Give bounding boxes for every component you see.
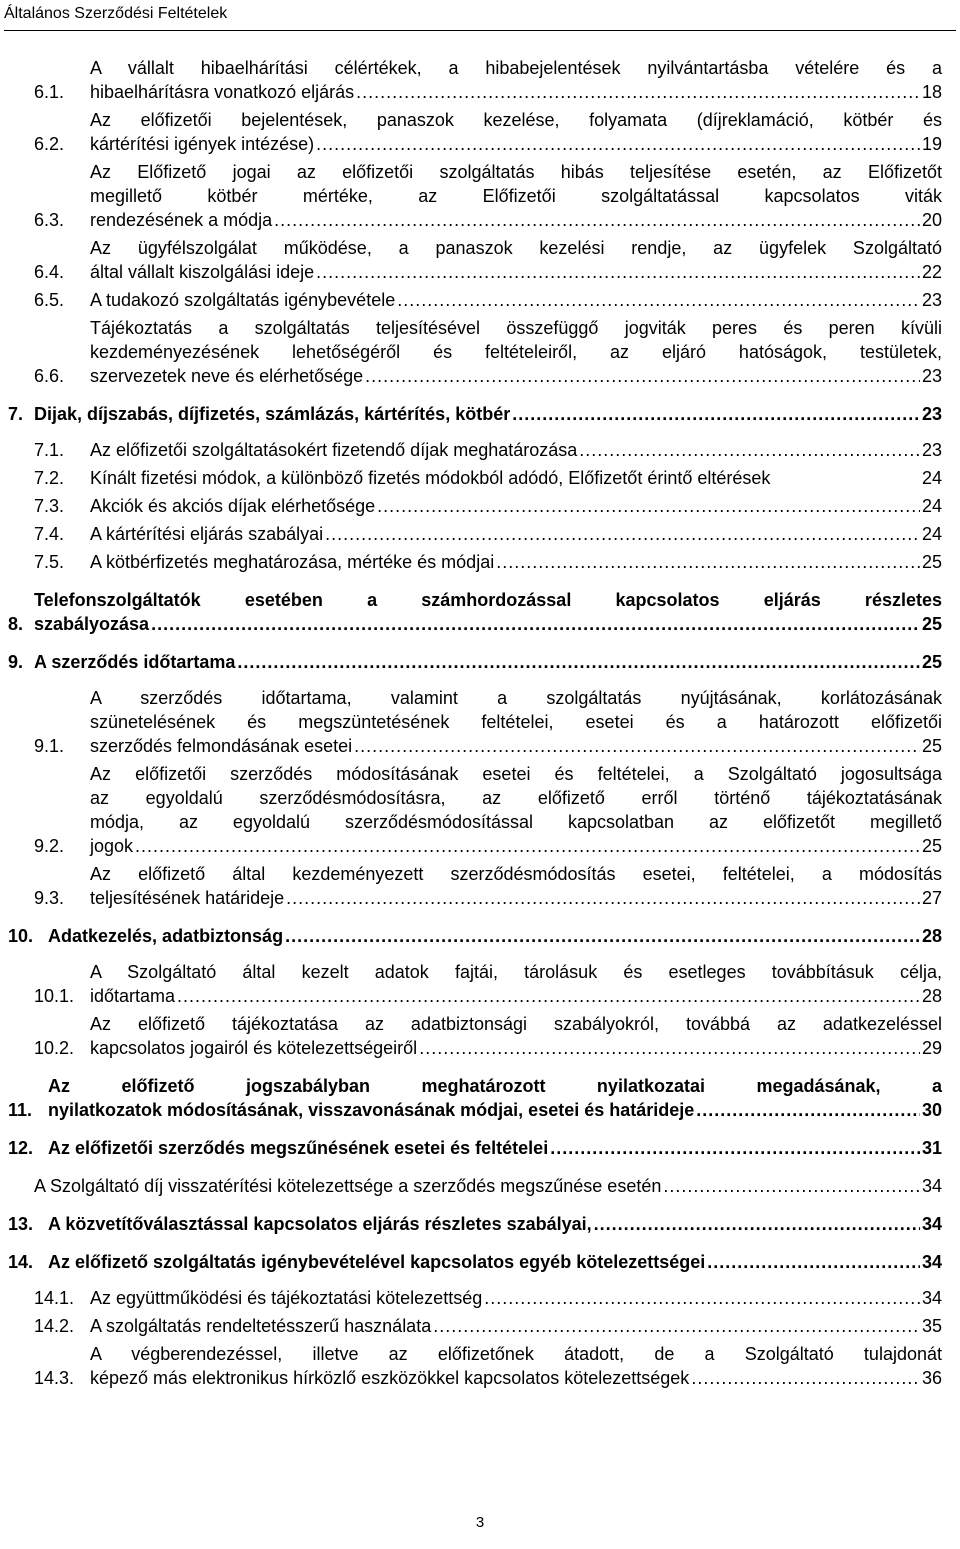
toc-entry-line: módja, az egyoldalú szerződésmódosítással kapcsolatban az előfizetőt megillető — [90, 812, 942, 832]
dot-leader — [663, 1174, 920, 1198]
toc-entry-text — [34, 402, 942, 426]
toc-entry-title: szerződés felmondásának esetei — [90, 736, 353, 756]
toc-entry[interactable] — [0, 1342, 960, 1390]
dot-leader — [550, 1136, 920, 1160]
toc-page-number: 23 — [921, 366, 942, 386]
dot-leader — [484, 1286, 920, 1310]
toc-page-number: 20 — [921, 210, 942, 230]
toc-entry[interactable] — [0, 550, 960, 574]
dot-leader — [594, 1212, 920, 1236]
toc-entry[interactable] — [0, 1212, 960, 1236]
toc-entry-text — [34, 650, 942, 674]
toc-page-number: 25 — [921, 614, 942, 634]
toc-entry-title: időtartama — [90, 986, 176, 1006]
toc-entry-title: Az együttműködési és tájékoztatási kötelezettség — [90, 1288, 483, 1308]
toc-entry-number: 10.1. — [34, 986, 75, 1006]
toc-entry-title: szervezetek neve és elérhetősége — [90, 366, 364, 386]
toc-entry-line: az egyoldalú szerződésmódosításra, az előfizető erről történő tájékoztatásának — [90, 788, 942, 808]
toc-page-number: 22 — [921, 262, 942, 282]
toc-page-number: 24 — [921, 524, 942, 544]
toc-entry-title: A kötbérfizetés meghatározása, mértéke és módjai — [90, 552, 495, 572]
toc-entry[interactable] — [0, 236, 960, 284]
dot-leader — [135, 834, 920, 858]
toc-entry-title: hibaelhárításra vonatkozó eljárás — [90, 82, 355, 102]
toc-entry[interactable] — [0, 316, 960, 388]
toc-entry-number: 6.4. — [34, 262, 65, 282]
dot-leader — [696, 1098, 920, 1122]
toc-page-number: 18 — [921, 82, 942, 102]
toc-entry[interactable] — [0, 1250, 960, 1274]
toc-entry-line: A végberendezéssel, illetve az előfizetőnek átadott, de a Szolgáltató tulajdonát — [90, 1344, 942, 1364]
toc-entry-line: A szerződés időtartama, valamint a szolgáltatás nyújtásának, korlátozásának — [90, 688, 942, 708]
toc-entry-number: 9.3. — [34, 888, 65, 908]
toc-entry[interactable] — [0, 1012, 960, 1060]
toc-page-number: 36 — [921, 1368, 942, 1388]
toc-entry[interactable] — [0, 588, 960, 636]
toc-entry-title: nyilatkozatok módosításának, visszavonásának módjai, esetei és határideje — [48, 1100, 695, 1120]
toc-entry-text — [48, 924, 942, 948]
toc-entry-title: A közvetítőválasztással kapcsolatos eljárás részletes szabályai, — [48, 1214, 592, 1234]
toc-entry-title: Adatkezelés, adatbiztonság — [48, 926, 284, 946]
dot-leader — [579, 438, 920, 462]
toc-entry[interactable] — [0, 960, 960, 1008]
toc-entry-number: 6.1. — [34, 82, 65, 102]
dot-leader — [356, 80, 920, 104]
toc-entry[interactable] — [0, 438, 960, 462]
dot-leader — [274, 208, 920, 232]
toc-page-number: 29 — [921, 1038, 942, 1058]
toc-entry-number: 7.1. — [34, 440, 65, 460]
toc-entry-text — [34, 1174, 942, 1198]
toc-entry-title: kapcsolatos jogairól és kötelezettségeiről — [90, 1038, 418, 1058]
toc-entry-line: Az előfizetői szerződés módosításának esetei és feltételei, a Szolgáltató jogosultsága — [90, 764, 942, 784]
toc-entry-number: 14.2. — [34, 1316, 75, 1336]
toc-entry-number: 12. — [8, 1138, 34, 1158]
dot-leader — [325, 522, 920, 546]
toc-page-number: 34 — [921, 1252, 942, 1272]
toc-entry-text — [90, 160, 942, 232]
toc-entry-title: Az előfizető szolgáltatás igénybevételével kapcsolatos egyéb kötelezettségei — [48, 1252, 706, 1272]
toc-entry-text — [48, 1136, 942, 1160]
toc-entry-number: 8. — [8, 614, 24, 634]
toc-entry-line: Az előfizető jogszabályban meghatározott nyilatkozatai megadásának, a — [48, 1076, 942, 1096]
toc-entry[interactable] — [0, 686, 960, 758]
dot-leader — [365, 364, 920, 388]
toc-entry-title: teljesítésének határideje — [90, 888, 285, 908]
toc-page-number: 34 — [921, 1288, 942, 1308]
toc-entry-number: 7. — [8, 404, 24, 424]
dot-leader — [177, 984, 920, 1008]
toc-entry-number: 9.2. — [34, 836, 65, 856]
toc-entry-number: 6.6. — [34, 366, 65, 386]
toc-page-number: 34 — [921, 1214, 942, 1234]
toc-entry-text — [90, 466, 942, 490]
toc-entry-text — [90, 236, 942, 284]
toc-entry-text — [90, 1314, 942, 1338]
toc-entry-text — [90, 316, 942, 388]
toc-entry-text — [90, 1012, 942, 1060]
dot-leader — [377, 494, 920, 518]
toc-entry[interactable] — [0, 466, 960, 490]
toc-entry[interactable] — [0, 56, 960, 104]
toc-entry[interactable] — [0, 650, 960, 674]
toc-entry-title: A kártérítési eljárás szabályai — [90, 524, 324, 544]
toc-entry-title: Az előfizetői szerződés megszűnésének esetei és feltételei — [48, 1138, 549, 1158]
toc-page-number: 30 — [921, 1100, 942, 1120]
toc-entry-number: 10. — [8, 926, 34, 946]
dot-leader — [419, 1036, 920, 1060]
toc-entry-text — [90, 56, 942, 104]
toc-entry-line: megillető kötbér mértéke, az Előfizetői szolgáltatással kapcsolatos viták — [90, 186, 942, 206]
toc-entry-title: Kínált fizetési módok, a különböző fizetés módokból adódó, Előfizetőt érintő eltérések — [90, 468, 771, 488]
toc-entry[interactable] — [0, 862, 960, 910]
toc-entry-text — [90, 960, 942, 1008]
dot-leader — [433, 1314, 920, 1338]
toc-entry[interactable] — [0, 1074, 960, 1122]
toc-page-number: 35 — [921, 1316, 942, 1336]
dot-leader — [286, 886, 920, 910]
dot-leader — [354, 734, 920, 758]
toc-entry-line: Az előfizető tájékoztatása az adatbiztonsági szabályokról, továbbá az adatkezeléssel — [90, 1014, 942, 1034]
toc-entry-line: Az előfizetői bejelentések, panaszok kezelése, folyamata (díjreklamáció, kötbér és — [90, 110, 942, 130]
toc-entry-text — [48, 1212, 942, 1236]
toc-entry-number: 9. — [8, 652, 24, 672]
toc-entry-number: 7.5. — [34, 552, 65, 572]
toc-entry-number: 14.3. — [34, 1368, 75, 1388]
toc-entry[interactable] — [0, 924, 960, 948]
toc-entry-line: Az ügyfélszolgálat működése, a panaszok kezelési rendje, az ügyfelek Szolgáltató — [90, 238, 942, 258]
toc-entry-text — [90, 522, 942, 546]
toc-entry-line: A Szolgáltató által kezelt adatok fajtái, tárolásuk és esetleges továbbításuk célja, — [90, 962, 942, 982]
toc-page-number: 25 — [921, 652, 942, 672]
toc-page-number: 34 — [921, 1176, 942, 1196]
toc-entry-title: A szolgáltatás rendeltetésszerű használata — [90, 1316, 432, 1336]
toc-entry-text — [34, 588, 942, 636]
toc-entry-title: képező más elektronikus hírközlő eszközökkel kapcsolatos kötelezettségek — [90, 1368, 690, 1388]
dot-leader — [237, 650, 920, 674]
dot-leader — [496, 550, 920, 574]
page-header: Általános Szerződési Feltételek — [4, 5, 228, 22]
dot-leader — [691, 1366, 920, 1390]
toc-entry[interactable] — [0, 1314, 960, 1338]
toc-entry-number: 7.4. — [34, 524, 65, 544]
dot-leader — [285, 924, 920, 948]
toc-entry[interactable] — [0, 1174, 960, 1198]
toc-entry-title: Akciók és akciós díjak elérhetősége — [90, 496, 376, 516]
toc-entry-number: 14. — [8, 1252, 34, 1272]
toc-entry-title: rendezésének a módja — [90, 210, 273, 230]
dot-leader — [512, 402, 920, 426]
toc-entry-text — [90, 288, 942, 312]
toc-entry-text — [90, 1286, 942, 1310]
toc-entry-line: szünetelésének és megszüntetésének feltételei, esetei és a határozott előfizetői — [90, 712, 942, 732]
toc-entry-title: Az előfizetői szolgáltatásokért fizetendő díjak meghatározása — [90, 440, 578, 460]
toc-page-number: 19 — [921, 134, 942, 154]
toc-page-number: 31 — [921, 1138, 942, 1158]
toc-entry[interactable] — [0, 522, 960, 546]
toc-entry[interactable] — [0, 160, 960, 232]
toc-page-number: 28 — [921, 926, 942, 946]
toc-page-number: 27 — [921, 888, 942, 908]
toc-entry-title: A szerződés időtartama — [34, 652, 236, 672]
dot-leader — [316, 132, 920, 156]
toc-entry-text — [90, 862, 942, 910]
toc-entry[interactable] — [0, 762, 960, 858]
toc-page-number: 23 — [921, 440, 942, 460]
toc-entry-text — [90, 762, 942, 858]
dot-leader — [316, 260, 920, 284]
toc-page-number: 23 — [921, 290, 942, 310]
dot-leader — [707, 1250, 920, 1274]
toc-entry-number: 6.3. — [34, 210, 65, 230]
toc-entry-number: 6.5. — [34, 290, 65, 310]
toc-entry-text — [48, 1250, 942, 1274]
toc-entry-number: 10.2. — [34, 1038, 75, 1058]
toc-entry-title: A tudakozó szolgáltatás igénybevétele — [90, 290, 396, 310]
toc-entry-number: 7.2. — [34, 468, 65, 488]
toc-entry-line: A vállalt hibaelhárítási célértékek, a hibabejelentések nyilvántartásba vételére és a — [90, 58, 942, 78]
toc-entry-text — [90, 550, 942, 574]
toc-entry[interactable] — [0, 108, 960, 156]
toc-entry-line: Telefonszolgáltatók esetében a számhordozással kapcsolatos eljárás részletes — [34, 590, 942, 610]
table-of-contents — [0, 56, 960, 1390]
toc-entry[interactable] — [0, 288, 960, 312]
toc-entry-number: 13. — [8, 1214, 34, 1234]
header-rule — [4, 30, 956, 31]
toc-entry[interactable] — [0, 1136, 960, 1160]
toc-entry-title: által vállalt kiszolgálási ideje — [90, 262, 315, 282]
toc-entry-number: 7.3. — [34, 496, 65, 516]
toc-entry[interactable] — [0, 402, 960, 426]
toc-entry-title: jogok — [90, 836, 134, 856]
toc-page-number: 23 — [921, 404, 942, 424]
toc-entry-number: 9.1. — [34, 736, 65, 756]
toc-entry-line: kezdeményezésének lehetőségéről és feltételeiről, az eljáró hatóságok, testületek, — [90, 342, 942, 362]
dot-leader — [151, 612, 920, 636]
toc-page-number: 28 — [921, 986, 942, 1006]
toc-entry-title: A Szolgáltató díj visszatérítési kötelezettsége a szerződés megszűnése esetén — [34, 1176, 662, 1196]
toc-entry-line: Az Előfizető jogai az előfizetői szolgáltatás hibás teljesítése esetén, az Előfizetőt — [90, 162, 942, 182]
toc-page-number: 25 — [921, 736, 942, 756]
toc-entry[interactable] — [0, 494, 960, 518]
toc-entry-text — [90, 494, 942, 518]
toc-page-number: 25 — [921, 552, 942, 572]
page-number: 3 — [475, 1514, 485, 1531]
toc-page-number: 25 — [921, 836, 942, 856]
toc-entry-text — [90, 108, 942, 156]
toc-entry-line: Tájékoztatás a szolgáltatás teljesítésével összefüggő jogviták peres és peren kívüli — [90, 318, 942, 338]
toc-entry-text — [90, 686, 942, 758]
toc-entry-text — [48, 1074, 942, 1122]
toc-entry-number: 14.1. — [34, 1288, 75, 1308]
toc-entry-number: 6.2. — [34, 134, 65, 154]
toc-entry[interactable] — [0, 1286, 960, 1310]
toc-page-number: 24 — [921, 496, 942, 516]
toc-entry-number: 11. — [8, 1100, 33, 1120]
dot-leader — [397, 288, 920, 312]
toc-entry-line: Az előfizető által kezdeményezett szerződésmódosítás esetei, feltételei, a módosítás — [90, 864, 942, 884]
toc-entry-text — [90, 438, 942, 462]
toc-entry-title: Dijak, díjszabás, díjfizetés, számlázás, kártérítés, kötbér — [34, 404, 511, 424]
toc-entry-title: kártérítési igények intézése) — [90, 134, 315, 154]
toc-entry-text — [90, 1342, 942, 1390]
toc-entry-title: szabályozása — [34, 614, 150, 634]
toc-page-number: 24 — [921, 468, 942, 488]
